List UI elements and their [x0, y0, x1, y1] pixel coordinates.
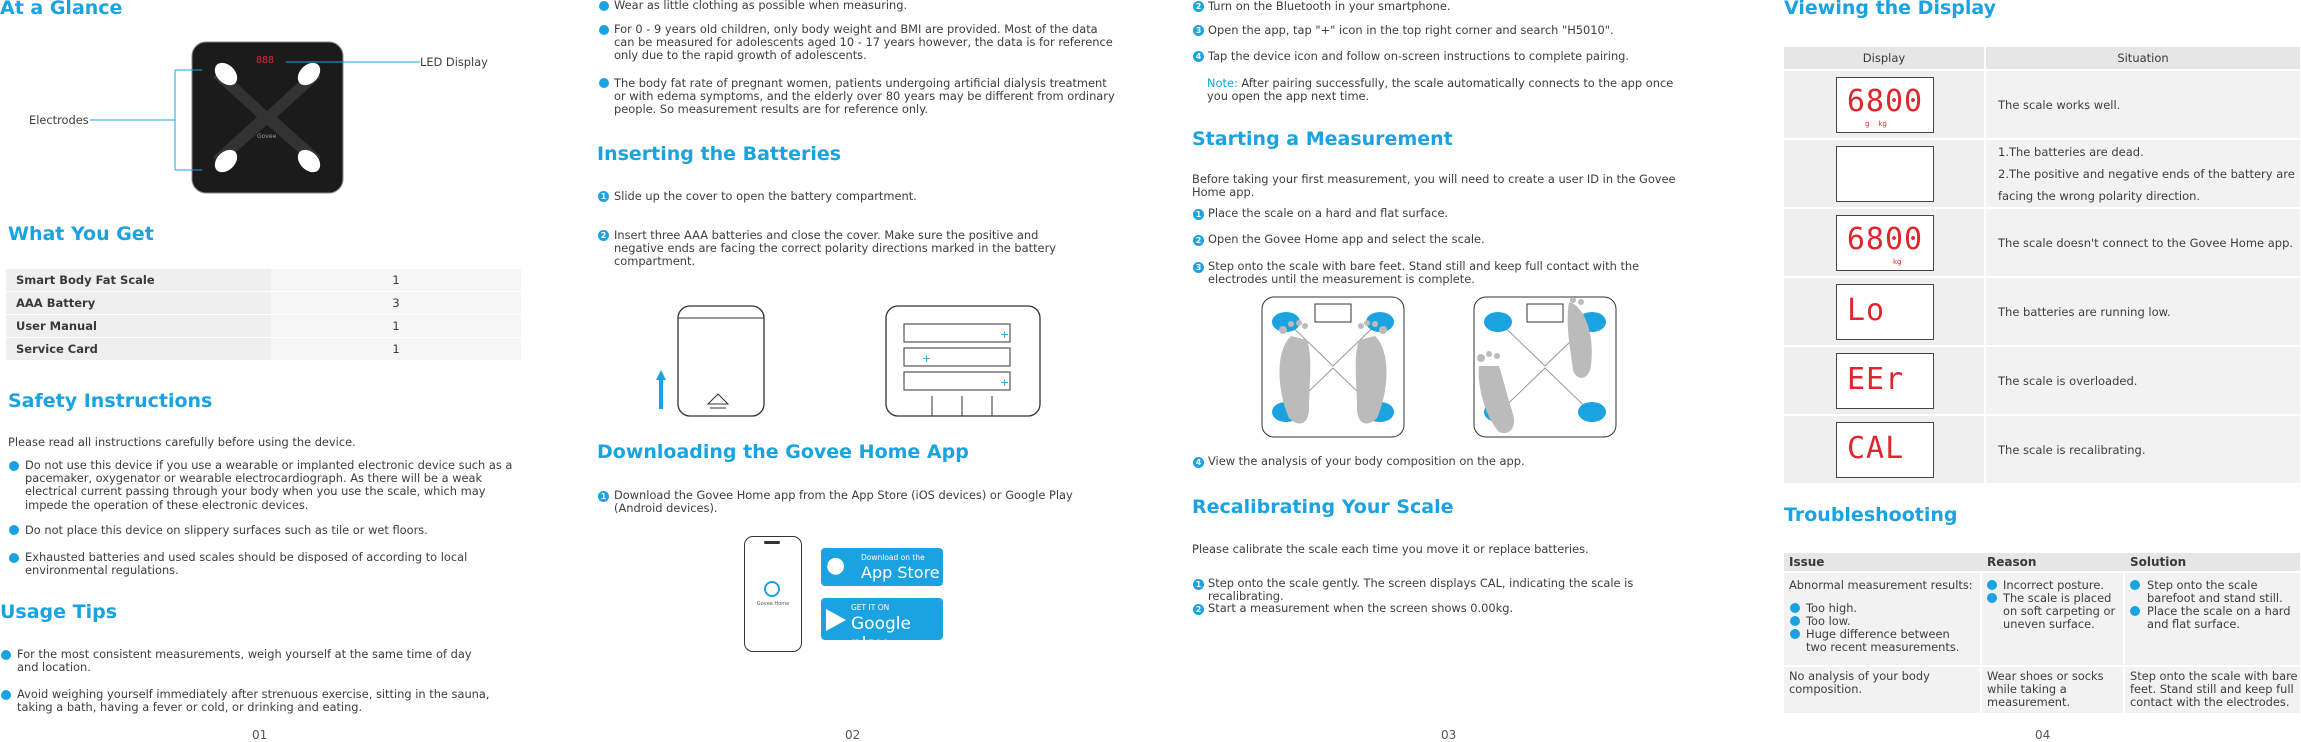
situation-text: 1.The batteries are dead. 2.The positive and negative ends of the battery are facing the wrong polarity direction. — [1998, 145, 2295, 203]
usage-item: Avoid weighing yourself immediately after strenuous exercise, sitting in the sauna, taking a bath, having a fever or cold, or drinking and eating. — [17, 687, 490, 715]
app-step: Download the Govee Home app from the App Store (iOS devices) or Google Play (Android devices). — [614, 488, 1073, 516]
table-row — [1784, 209, 2300, 276]
lcd-display: EEr — [1836, 353, 1934, 409]
ts-reason: Wear shoes or socks while taking a measurement. — [1987, 669, 2104, 710]
callout-lines — [80, 50, 420, 200]
ts-issue-item: Too high. — [1806, 601, 1858, 615]
battery-step: Insert three AAA batteries and close the cover. Make sure the positive and negative ends are facing the correct polarity directions marked in the battery compartment. — [614, 228, 1056, 269]
lcd-display: 6800 kg — [1836, 215, 1934, 271]
app-store-big-text: App Store — [861, 563, 940, 582]
measure-step: Step onto the scale with bare feet. Stand still and keep full contact with the electrodes until the measurement is complete. — [1208, 259, 1640, 287]
scale-led: 888 — [256, 55, 275, 66]
battery-cover-illustration — [648, 300, 768, 420]
display-table-header — [1784, 47, 2300, 69]
table-row: Smart Body Fat Scale 1 — [6, 269, 521, 292]
apple-icon: ● — [826, 553, 846, 578]
table-row — [1784, 347, 2300, 414]
battery-compartment-illustration — [884, 300, 1044, 420]
what-you-get-title: What You Get — [8, 223, 154, 245]
recalibrate-step: Start a measurement when the screen shows 0.00kg. — [1208, 601, 1514, 615]
body-item: The body fat rate of pregnant women, patients undergoing artificial dialysis treatment or with edema symptoms, and the elderly over 80 years may be different from ordinary people. So measurement results are for reference only. — [614, 76, 1115, 117]
viewing-display-title: Viewing the Display — [1784, 0, 1997, 19]
ts-solution: Step onto the scale with bare feet. Stand still and keep full contact with the electrodes. — [2130, 669, 2298, 710]
page-number: 04 — [2035, 728, 2051, 742]
lcd-display: Lo — [1836, 284, 1934, 340]
step-number-1: 1 — [598, 191, 609, 202]
ts-row — [1784, 667, 2300, 713]
ts-col-reason: Reason — [1987, 555, 2037, 569]
ts-issue-item: Too low. — [1806, 614, 1851, 628]
bullet-icon — [599, 78, 609, 88]
bullet-icon — [599, 1, 609, 11]
page-number: 02 — [845, 728, 861, 742]
pair-step: Open the app, tap "+" icon in the top right corner and search "H5010". — [1208, 23, 1614, 37]
lcd-display: 6800 g kg — [1836, 77, 1934, 133]
col-display: Display — [1784, 47, 1986, 69]
step-number-3: 3 — [1193, 262, 1204, 273]
pair-step: Turn on the Bluetooth in your smartphone. — [1208, 0, 1451, 13]
ts-solution-item: Place the scale on a hard and flat surface. — [2147, 604, 2291, 632]
ts-solution-item: Step onto the scale barefoot and stand still. — [2147, 578, 2283, 606]
ts-reason-item: The scale is placed on soft carpeting or uneven surface. — [2003, 591, 2116, 632]
ts-row — [1784, 573, 2300, 665]
app-store-badge[interactable] — [821, 548, 943, 586]
troubleshooting-title: Troubleshooting — [1784, 504, 1958, 526]
situation-text: The scale is overloaded. — [1998, 374, 2138, 388]
situation-text: The scale is recalibrating. — [1998, 443, 2146, 457]
table-row: AAA Battery 3 — [6, 292, 521, 315]
body-item: For 0 - 9 years old children, only body weight and BMI are provided. Most of the data can be measured for adolescents aged 10 - 17 years however, the data is for reference only due to the rapid growth of adolescents. — [614, 22, 1113, 63]
measure-step: Open the Govee Home app and select the scale. — [1208, 232, 1485, 246]
bullet-icon — [1987, 580, 1997, 590]
step-number-4: 4 — [1193, 51, 1204, 62]
measure-title: Starting a Measurement — [1192, 128, 1453, 150]
safety-title: Safety Instructions — [8, 390, 213, 412]
note — [1207, 77, 1687, 103]
batteries-title: Inserting the Batteries — [597, 143, 842, 165]
bullet-icon — [1, 650, 11, 660]
step-number-2: 2 — [1193, 1, 1204, 12]
step-number-1: 1 — [1193, 579, 1204, 590]
measure-step-4: View the analysis of your body composition on the app. — [1208, 454, 1525, 468]
step-number-3: 3 — [1193, 25, 1204, 36]
step-number-2: 2 — [598, 230, 609, 241]
app-title: Downloading the Govee Home App — [597, 441, 969, 463]
pair-step: Tap the device icon and follow on-screen instructions to complete pairing. — [1208, 49, 1630, 63]
what-you-get-table — [6, 269, 521, 361]
safety-item: Exhausted batteries and used scales should be disposed of according to local environmental regulations. — [25, 550, 468, 578]
phone-illustration — [744, 536, 802, 652]
page-number: 01 — [252, 728, 268, 742]
svg-text:+: + — [922, 352, 932, 365]
bullet-icon — [1790, 629, 1800, 639]
safety-item: Do not place this device on slippery surfaces such as tile or wet floors. — [25, 523, 428, 537]
google-play-big-text: Google play — [851, 614, 911, 654]
bullet-icon — [9, 525, 19, 535]
ts-issue-intro: Abnormal measurement results: — [1789, 578, 1973, 592]
bullet-icon — [1790, 616, 1800, 626]
bullet-icon — [9, 461, 19, 471]
play-icon — [824, 608, 848, 632]
step-number-1: 1 — [598, 491, 609, 502]
led-display-label: LED Display — [420, 55, 488, 69]
scale-brand: Govee — [257, 133, 277, 140]
usage-tips-title: Usage Tips — [0, 601, 118, 623]
feet-off-scale-illustration — [1473, 296, 1617, 438]
lcd-display — [1836, 146, 1934, 202]
col-situation: Situation — [2117, 51, 2169, 65]
bullet-icon — [2130, 580, 2140, 590]
svg-text:+: + — [1000, 328, 1010, 341]
ts-header — [1784, 553, 2300, 571]
bullet-icon — [1987, 593, 1997, 603]
bullet-icon — [1, 690, 11, 700]
ts-issue: No analysis of your body composition. — [1789, 669, 1930, 697]
step-number-4: 4 — [1193, 457, 1204, 468]
svg-text:+: + — [1000, 376, 1010, 389]
recalibrate-title: Recalibrating Your Scale — [1192, 496, 1454, 518]
phone-app-label: Govee Home — [756, 601, 790, 607]
at-a-glance-title: At a Glance — [0, 0, 123, 19]
ts-col-solution: Solution — [2130, 555, 2187, 569]
table-row: Service Card 1 — [6, 338, 521, 361]
page-number: 03 — [1441, 728, 1457, 742]
bullet-icon — [2130, 606, 2140, 616]
table-row — [1784, 416, 2300, 483]
safety-intro: Please read all instructions carefully before using the device. — [8, 435, 356, 449]
recalibrate-step: Step onto the scale gently. The screen displays CAL, indicating the scale is recalibrating. — [1208, 576, 1634, 604]
battery-step: Slide up the cover to open the battery compartment. — [614, 189, 917, 203]
electrodes-label: Electrodes — [29, 113, 89, 127]
step-number-2: 2 — [1193, 604, 1204, 615]
ts-reason-item: Incorrect posture. — [2003, 578, 2104, 592]
bullet-icon — [9, 553, 19, 563]
recalibrate-intro: Please calibrate the scale each time you move it or replace batteries. — [1192, 542, 1589, 556]
note-label: Note: — [1207, 76, 1238, 90]
google-play-small-text: GET IT ON — [851, 603, 890, 612]
measure-intro: Before taking your first measurement, you will need to create a user ID in the Govee Home app. — [1192, 172, 1676, 200]
govee-logo-icon — [764, 581, 780, 597]
feet-on-scale-illustration — [1261, 296, 1405, 438]
ts-col-issue: Issue — [1789, 555, 1825, 569]
usage-item: For the most consistent measurements, weigh yourself at the same time of day and location. — [17, 647, 472, 675]
step-number-1: 1 — [1193, 209, 1204, 220]
situation-text: The batteries are running low. — [1998, 305, 2171, 319]
google-play-badge[interactable] — [821, 598, 943, 654]
table-row — [1784, 140, 2300, 207]
situation-text: The scale doesn't connect to the Govee Home app. — [1998, 236, 2294, 250]
step-number-2: 2 — [1193, 235, 1204, 246]
note-text: After pairing successfully, the scale automatically connects to the app once you open the app next time. — [1207, 76, 1674, 104]
bullet-icon — [599, 25, 609, 35]
table-row: User Manual 1 — [6, 315, 521, 338]
app-store-small-text: Download on the — [861, 553, 925, 562]
measure-step: Place the scale on a hard and flat surface. — [1208, 206, 1449, 220]
lcd-display: CAL — [1836, 422, 1934, 478]
table-row — [1784, 71, 2300, 138]
safety-item: Do not use this device if you use a wearable or implanted electronic device such as a pacemaker, oxygenator or wearable electrocardiograph. As there will be a weak electrical current passing through your body when you use the scale, which may impede the operation of these electronic devices. — [25, 458, 513, 512]
table-row — [1784, 278, 2300, 345]
body-item: Wear as little clothing as possible when measuring. — [614, 0, 908, 12]
situation-text: The scale works well. — [1998, 98, 2121, 112]
bullet-icon — [1790, 603, 1800, 613]
ts-issue-item: Huge difference between two recent measurements. — [1806, 627, 1960, 655]
